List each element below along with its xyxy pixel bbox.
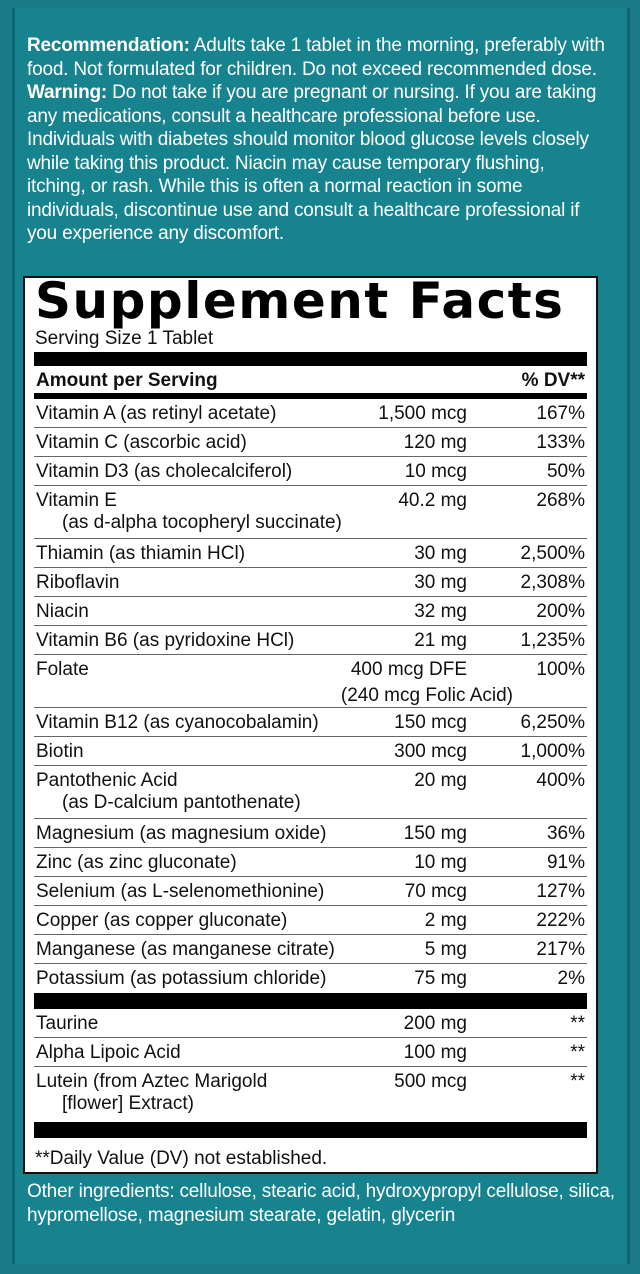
nutrient-row [34, 597, 587, 626]
nutrient-amount: 10 mg [414, 852, 467, 873]
nutrient-dv: 2% [557, 968, 585, 989]
nutrient-dv: ** [570, 1013, 585, 1034]
nutrient-amount: 75 mg [414, 968, 467, 989]
nutrient-name: Zinc (as zinc gluconate) [36, 852, 237, 873]
nutrient-dv: 167% [536, 403, 585, 424]
nutrient-source: (as D-calcium pantothenate) [62, 792, 301, 813]
nutrient-dv: 400% [536, 770, 585, 791]
nutrient-dv: 91% [546, 852, 585, 873]
nutrient-name: Folate [36, 659, 89, 680]
nutrient-name: Vitamin B12 (as cyanocobalamin) [36, 712, 319, 733]
nutrient-amount: 32 mg [414, 601, 467, 622]
nutrient-dv: 133% [536, 432, 585, 453]
directions-text [27, 34, 607, 246]
nutrient-amount: 21 mg [414, 630, 467, 651]
nutrient-name: Niacin [36, 601, 89, 622]
nutrient-amount: 400 mcg DFE [350, 659, 467, 680]
nutrient-name: Selenium (as L-selenomethionine) [36, 881, 325, 902]
nutrient-amount: 10 mcg [404, 461, 467, 482]
nutrient-row [34, 539, 587, 568]
nutrient-row [34, 626, 587, 655]
nutrient-name: Riboflavin [36, 572, 120, 593]
nutrient-amount: 30 mg [414, 572, 467, 593]
nutrient-amount: 5 mg [424, 939, 467, 960]
nutrient-name: Manganese (as manganese citrate) [36, 939, 335, 960]
nutrient-amount-note: (240 mcg Folic Acid) [340, 685, 513, 706]
nutrient-amount: 300 mcg [394, 741, 467, 762]
nutrient-amount: 100 mg [403, 1042, 467, 1063]
nutrient-row [34, 737, 587, 766]
nutrient-dv: ** [570, 1042, 585, 1063]
nutrient-dv: 2,308% [520, 572, 585, 593]
nutrient-amount: 40.2 mg [398, 490, 467, 511]
nutrient-source: [flower] Extract) [62, 1093, 194, 1114]
nutrient-amount: 1,500 mcg [378, 403, 467, 424]
nutrient-amount: 500 mcg [394, 1071, 467, 1092]
nutrient-dv: 200% [536, 601, 585, 622]
nutrient-row [34, 819, 587, 848]
nutrient-name: Pantothenic Acid [36, 770, 178, 791]
nutrient-dv: 268% [536, 490, 585, 511]
nutrient-row [34, 708, 587, 737]
nutrient-dv: ** [570, 1071, 585, 1092]
nutrient-row [34, 1009, 587, 1038]
nutrient-amount: 120 mg [403, 432, 467, 453]
nutrient-row [34, 935, 587, 964]
nutrient-row [34, 1067, 587, 1119]
nutrient-dv: 1,000% [520, 741, 585, 762]
thick-divider [34, 993, 587, 1009]
nutrient-dv: 222% [536, 910, 585, 931]
recommendation-paragraph [27, 34, 607, 81]
supplement-facts-panel [23, 272, 598, 1174]
nutrient-source: (as d-alpha tocopheryl succinate) [62, 512, 342, 533]
nutrient-name: Biotin [36, 741, 84, 762]
nutrient-row [34, 848, 587, 877]
recommendation-label: Recommendation: [27, 35, 190, 56]
nutrient-dv: 217% [536, 939, 585, 960]
nutrient-row [34, 568, 587, 597]
nutrient-name: Vitamin C (ascorbic acid) [36, 432, 247, 453]
nutrient-name: Lutein (from Aztec Marigold [36, 1071, 268, 1092]
warning-label: Warning: [27, 82, 108, 103]
nutrient-name: Vitamin A (as retinyl acetate) [36, 403, 277, 424]
nutrient-dv: 6,250% [520, 712, 585, 733]
thick-divider [34, 1122, 587, 1138]
nutrient-row [34, 766, 587, 819]
nutrient-dv: 100% [536, 659, 585, 680]
nutrient-name: Vitamin E [36, 490, 117, 511]
nutrient-name: Vitamin D3 (as cholecalciferol) [36, 461, 293, 482]
warning-text: Do not take if you are pregnant or nursing. If you are taking any medications, consult a healthcare professional before use. Individuals with diabetes should monitor blood glucose levels closely while taking this product. Niacin may cause temporary flushing, itching, or rash. While this is often a normal reaction in some individuals, discontinue use and consult a healthcare professional if you experience any discomfort. [27, 82, 597, 244]
nutrient-row [34, 457, 587, 486]
nutrient-row [34, 655, 587, 708]
nutrient-amount: 20 mg [414, 770, 467, 791]
facts-header-row [34, 366, 587, 392]
facts-title: Supplement Facts [35, 272, 565, 330]
nutrient-dv: 36% [546, 823, 585, 844]
nutrient-amount: 30 mg [414, 543, 467, 564]
nutrient-name: Copper (as copper gluconate) [36, 910, 288, 931]
nutrient-row [34, 486, 587, 539]
nutrient-amount: 70 mcg [404, 881, 467, 902]
nutrient-dv: 50% [546, 461, 585, 482]
serving-size: Serving Size 1 Tablet [35, 328, 214, 349]
nutrient-name: Taurine [36, 1013, 99, 1034]
nutrient-row [34, 428, 587, 457]
amount-per-serving-header: Amount per Serving [36, 370, 218, 391]
nutrient-name: Thiamin (as thiamin HCl) [36, 543, 246, 564]
nutrient-amount: 200 mg [403, 1013, 467, 1034]
nutrient-row [34, 906, 587, 935]
nutrient-dv: 127% [536, 881, 585, 902]
nutrient-name: Alpha Lipoic Acid [36, 1042, 181, 1063]
thick-divider [34, 352, 587, 366]
nutrient-amount: 150 mcg [394, 712, 467, 733]
nutrient-name: Magnesium (as magnesium oxide) [36, 823, 327, 844]
nutrient-amount: 150 mg [403, 823, 467, 844]
nutrient-name: Vitamin B6 (as pyridoxine HCl) [36, 630, 295, 651]
nutrient-row [34, 399, 587, 428]
nutrient-row [34, 964, 587, 992]
dv-footnote: **Daily Value (DV) not established. [35, 1148, 328, 1169]
nutrient-row [34, 1038, 587, 1067]
nutrient-name: Potassium (as potassium chloride) [36, 968, 327, 989]
nutrient-row [34, 877, 587, 906]
warning-paragraph [27, 81, 607, 246]
dv-header: % DV** [521, 370, 585, 391]
recommendation-text: Adults take 1 tablet in the morning, preferably with food. Not formulated for children. Do not exceed recommended dose. [27, 35, 605, 80]
nutrient-amount: 2 mg [424, 910, 467, 931]
nutrient-dv: 2,500% [520, 543, 585, 564]
nutrient-dv: 1,235% [520, 630, 585, 651]
other-ingredients: Other ingredients: cellulose, stearic acid, hydroxypropyl cellulose, silica, hypromellose, magnesium stearate, gelatin, glycerin [27, 1181, 615, 1226]
